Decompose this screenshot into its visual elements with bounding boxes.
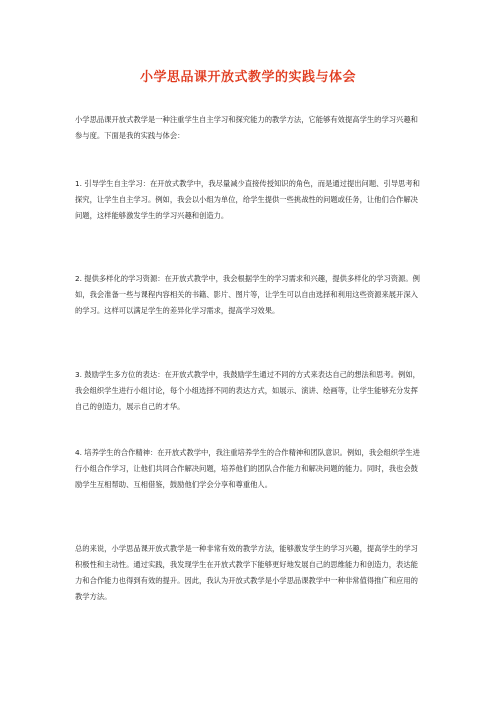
document-title: 小学思品课开放式教学的实践与体会: [139, 70, 356, 85]
point-1-paragraph: 1. 引导学生自主学习：在开放式教学中，我尽量减少直接传授知识的角色，而是通过提出问题、引导思考和探究，让学生自主学习。例如，我会以小组为单位，给学生提供一些挑战性的问题或任务，让他们合作解决问题，这样能够激发学生的学习兴趣和创造力。: [75, 179, 420, 220]
point-4-paragraph: 4. 培养学生的合作精神：在开放式教学中，我注重培养学生的合作精神和团队意识。例如，我会组织学生进行小组合作学习，让他们共同合作解决问题，培养他们的团队合作能力和解决问题的能力。同时，我也会鼓励学生互相帮助、互相借鉴，鼓励他们学会分享和尊重他人。: [75, 448, 420, 489]
point-3-paragraph: 3. 鼓励学生多方位的表达：在开放式教学中，我鼓励学生通过不同的方式来表达自己的想法和思考。例如，我会组织学生进行小组讨论，每个小组选择不同的表达方式，如展示、演讲、绘画等，让学生能够充分发挥自己的创造力，展示自己的才华。: [75, 370, 420, 411]
point-2-paragraph: 2. 提供多样化的学习资源：在开放式教学中，我会根据学生的学习需求和兴趣，提供多样化的学习资源。例如，我会准备一些与课程内容相关的书籍、影片、图片等，让学生可以自由选择和利用这些资源来展开深入的学习。这样可以满足学生的差异化学习需求，提高学习效果。: [75, 274, 420, 315]
conclusion-paragraph: 总的来说，小学思品课开放式教学是一种非常有效的教学方法，能够激发学生的学习兴趣，提高学生的学习积极性和主动性。通过实践，我发现学生在开放式教学下能够更好地发展自己的思维能力和创造力，表达能力和合作能力也得到有效的提升。因此，我认为开放式教学是小学思品课教学中一种非常值得推广和应用的教学方法。: [75, 544, 418, 601]
intro-paragraph: 小学思品课开放式教学是一种注重学生自主学习和探究能力的教学方法，它能够有效提高学生的学习兴趣和参与度。下面是我的实践与体会：: [75, 115, 418, 140]
